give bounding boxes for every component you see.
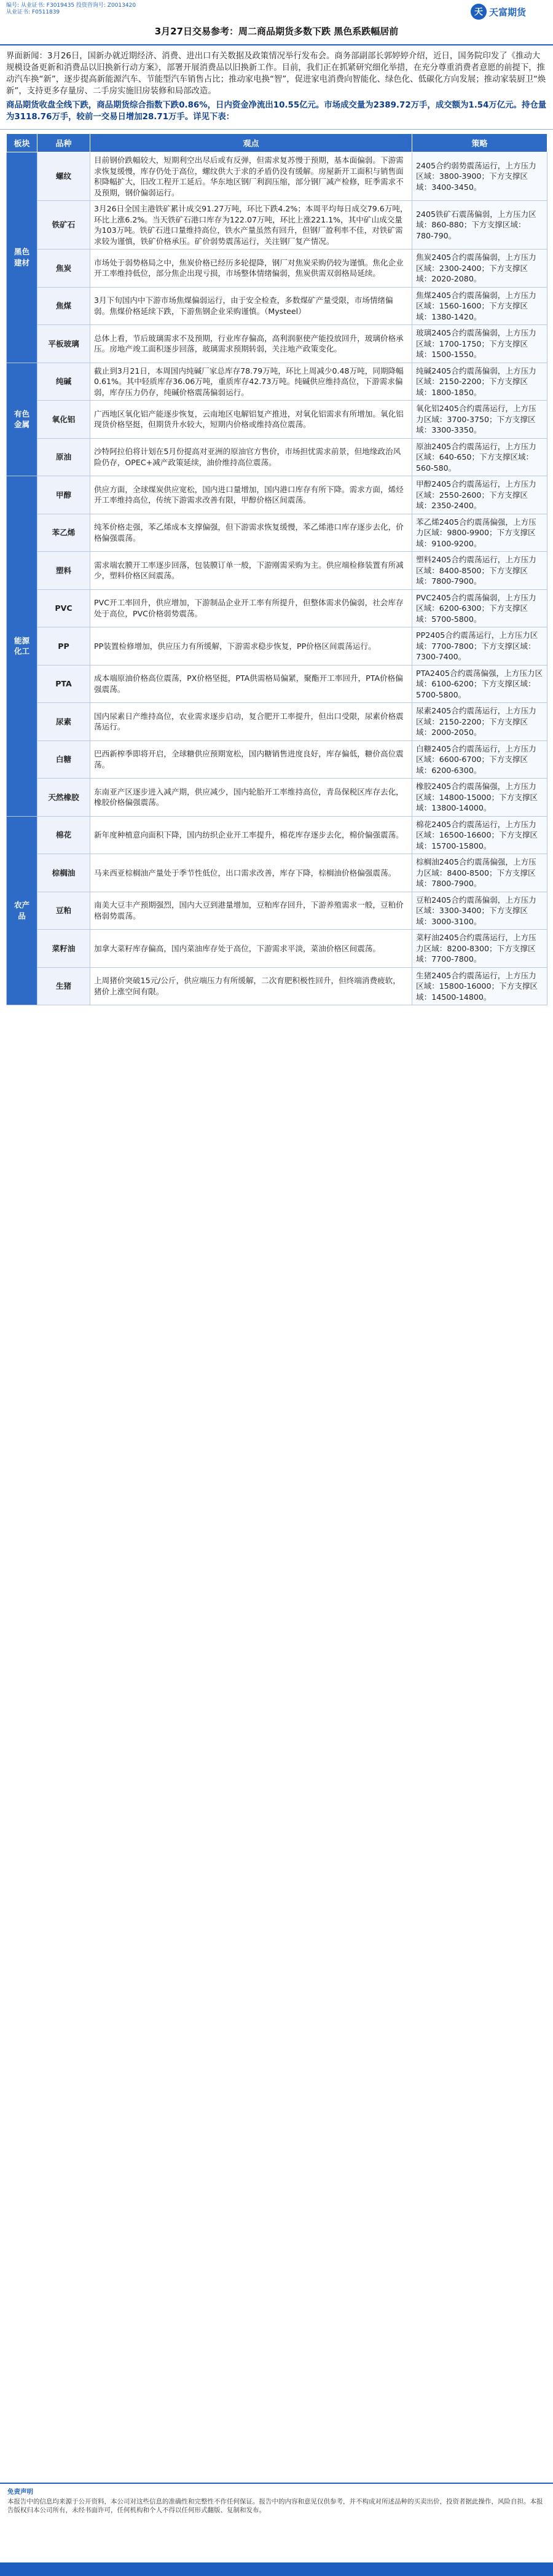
table-row (7, 703, 547, 741)
table-row (7, 740, 547, 779)
variety-cell: 豆粕 (37, 892, 90, 930)
strategy-cell: 玻璃2405合约震荡偏弱，上方压力区域：1700-1750；下方支撑区域：1500-1550。 (412, 325, 547, 363)
disclaimer (0, 2483, 553, 2518)
view-cell: 成本端原油价格高位震荡，PX价格坚挺，PTA供需格局偏紧，聚酯开工率回升，PTA价格偏强震荡。 (90, 665, 412, 703)
approval-line-1: 编号: 从业证书: F3019435 投资咨询号: Z0013420 (6, 2, 136, 9)
table-row (7, 854, 547, 892)
variety-cell: 螺纹 (37, 152, 90, 201)
table-row (7, 201, 547, 249)
table-row (7, 816, 547, 854)
table-row (7, 967, 547, 1005)
view-cell: 新年度种植意向面积下降，国内纺织企业开工率提升，棉花库存逐步去化，棉价偏强震荡。 (90, 816, 412, 854)
strategy-cell: PTA2405合约震荡偏强，上方压力区域：6100-6200；下方支撑区域：5700-5800。 (412, 665, 547, 703)
strategy-cell: 塑料2405合约震荡运行，上方压力区域：8400-8500；下方支撑区域：7800-7900。 (412, 552, 547, 590)
view-cell: 需求端农膜开工率逐步回落，包装膜订单一般，下游刚需采购为主。供应端检修装置有所减少，塑料价格区间震荡。 (90, 552, 412, 590)
brand-logo (471, 2, 544, 21)
table-row (7, 152, 547, 201)
header-variety: 品种 (37, 134, 90, 152)
strategy-cell: 尿素2405合约震荡运行，上方压力区域：2150-2200；下方支撑区域：2000-2050。 (412, 703, 547, 741)
view-cell: 巴西新榨季即将开启，全球糖供应预期宽松，国内糖销售进度良好，库存偏低，糖价高位震荡。 (90, 740, 412, 779)
table-row (7, 514, 547, 552)
variety-cell: 棕榈油 (37, 854, 90, 892)
view-cell: 供应方面，全球煤炭供应宽松，国内进口量增加，国内港口库存有所下降。需求方面，烯烃开工率维持高位，传统下游需求改善有限，甲醇价格区间震荡。 (90, 476, 412, 514)
variety-cell: PTA (37, 665, 90, 703)
variety-cell: 纯碱 (37, 363, 90, 401)
strategy-cell: 甲醇2405合约震荡运行，上方压力区域：2550-2600；下方支撑区域：2350-2400。 (412, 476, 547, 514)
strategy-cell: 焦炭2405合约震荡偏弱，上方压力区域：2300-2400；下方支撑区域：2020-2080。 (412, 249, 547, 288)
sector-cell: 有色金属 (7, 363, 37, 476)
strategy-table (6, 133, 547, 1005)
footer-bar (0, 2562, 553, 2576)
strategy-cell: 2405铁矿石震荡偏弱，上方压力区域：860-880；下方支撑区域：780-790。 (412, 201, 547, 249)
table-row (7, 665, 547, 703)
sector-cell: 黑色建材 (7, 152, 37, 363)
variety-cell: 铁矿石 (37, 201, 90, 249)
variety-cell: 焦炭 (37, 249, 90, 288)
strategy-cell: 棉花2405合约震荡运行，上方压力区域：16500-16600；下方支撑区域：15700-15800。 (412, 816, 547, 854)
header-strategy: 策略 (412, 134, 547, 152)
view-cell: 纯苯价格走强，苯乙烯成本支撑偏强，但下游需求恢复缓慢，苯乙烯港口库存逐步去化，价格偏强震荡。 (90, 514, 412, 552)
header-view: 观点 (90, 134, 412, 152)
variety-cell: 白糖 (37, 740, 90, 779)
variety-cell: PVC (37, 589, 90, 627)
strategy-cell: 橡胶2405合约震荡偏强，上方压力区域：14800-15000；下方支撑区域：13800-14000。 (412, 779, 547, 817)
view-cell: 广西地区氧化铝产能逐步恢复，云南地区电解铝复产推进，对氧化铝需求有所增加。氧化铝现货价格坚挺，但期货升水较大，短期内价格或维持高位震荡。 (90, 401, 412, 439)
table-row (7, 779, 547, 817)
view-cell: 东南亚产区逐步进入减产期，供应减少，国内轮胎开工率维持高位，青岛保税区库存去化，橡胶价格偏强震荡。 (90, 779, 412, 817)
intro-paragraph: 界面新闻：3月26日，国新办就近期经济、消费、进出口有关数据及政策情况举行发布会。商务部副部长郭婷婷介绍，近日，国务院印发了《推动大规模设备更新和消费品以旧换新行动方案》，部署开展消费品以旧换新工作。目前，我们正在抓紧研究细化举措，在充分尊重消费者意愿的前提下，推动汽车换“新”，逐步提高新能源汽车、节能型汽车销售占比；推动家电换“智”，促进家电消费向智能化、绿色化、低碳化方向发展；推动家装厨卫“焕新”，支持更多存量房、二手房实施旧房装修和局部改造。 (6, 52, 546, 96)
view-cell: 目前钢价跌幅较大，短期利空出尽后或有反弹，但需求复苏慢于预期，基本面偏弱。下游需求恢复缓慢，库存仍处于高位，螺纹供大于求的矛盾仍没有缓解。房屋新开工面积与销售面积降幅扩大，旧改工程开工延后。华东地区钢厂利润压缩，部分钢厂减产检修，旺季需求不及预期，钢价偏弱运行。 (90, 152, 412, 201)
variety-cell: 棉花 (37, 816, 90, 854)
strategy-cell: 生猪2405合约震荡运行，上方压力区域：15800-16000；下方支撑区域：14500-14800。 (412, 967, 547, 1005)
sector-cell: 农产品 (7, 816, 37, 1005)
view-cell: 市场处于弱势格局之中，焦炭价格已经历多轮提降，钢厂对焦炭采购仍较为谨慎。焦化企业开工率维持低位，部分焦企出现亏损，市场整体情绪偏弱，焦炭供需双弱格局延续。 (90, 249, 412, 288)
strategy-cell: PP2405合约震荡运行，上方压力区域：7700-7800；下方支撑区域：7300-7400。 (412, 627, 547, 666)
table-row (7, 627, 547, 666)
table-row (7, 438, 547, 476)
view-cell: 3月26日全国主港铁矿累计成交91.27万吨，环比下跌4.2%；本周平均每日成交79.6万吨，环比上涨6.2%。当天铁矿石港口库存为122.07万吨，环比上涨221.1%，其中矿山成交量为103万吨。铁矿石进口量维持高位，铁水产量虽然有回升，但钢厂盈利率不佳，对铁矿需求较为谨慎，铁矿价格承压。矿价弱势震荡运行，关注钢厂复产情况。 (90, 201, 412, 249)
market-summary: 商品期货收盘全线下跌，商品期货综合指数下跌0.86%，日内资金净流出10.55亿元。市场成交量为2389.72万手，成交额为1.54万亿元。持仓量为3118.76万手，较前一交易日增加28.71万手。详见下表： (6, 101, 547, 122)
strategy-cell: 氧化铝2405合约震荡运行，上方压力区域：3700-3750；下方支撑区域：3300-3350。 (412, 401, 547, 439)
view-cell: PVC开工率回升，供应增加，下游制品企业开工率有所提升，但整体需求仍偏弱，社会库存处于高位，PVC价格弱势震荡。 (90, 589, 412, 627)
disclaimer-heading: 免责声明 (7, 2488, 33, 2496)
strategy-cell: 2405合约弱势震荡运行，上方压力区域：3800-3900；下方支撑区域：3400-3450。 (412, 152, 547, 201)
table-row (7, 287, 547, 325)
logo-icon: 天 (471, 4, 487, 20)
view-cell: 沙特阿拉伯将计划在5月份提高对亚洲的原油官方售价，市场担忧需求前景，但地缘政治风险仍存，OPEC+减产政策延续，油价维持高位震荡。 (90, 438, 412, 476)
strategy-cell: 菜籽油2405合约震荡运行，上方压力区域：8200-8300；下方支撑区域：7700-7800。 (412, 930, 547, 968)
view-cell: 上周猪价突破15元/公斤，供应端压力有所缓解，二次育肥积极性回升，但终端消费疲软，猪价上涨空间有限。 (90, 967, 412, 1005)
variety-cell: 焦煤 (37, 287, 90, 325)
variety-cell: 苯乙烯 (37, 514, 90, 552)
strategy-cell: 白糖2405合约震荡运行，上方压力区域：6600-6700；下方支撑区域：6200-6300。 (412, 740, 547, 779)
sector-cell: 能源化工 (7, 476, 37, 817)
variety-cell: 尿素 (37, 703, 90, 741)
table-row (7, 476, 547, 514)
table-row (7, 325, 547, 363)
strategy-cell: 苯乙烯2405合约震荡偏强，上方压力区域：9800-9900；下方支撑区域：9100-9200。 (412, 514, 547, 552)
view-cell: 3月下旬国内中下游市场焦煤偏弱运行，由于安全检查，多数煤矿产量受限，市场情绪偏弱。焦煤价格延续下跌，下游焦钢企业采购谨慎。（Mysteel） (90, 287, 412, 325)
strategy-cell: 豆粕2405合约震荡偏弱，上方压力区域：3300-3400；下方支撑区域：3000-3100。 (412, 892, 547, 930)
view-cell: 截止到3月21日，本周国内纯碱厂家总库存78.79万吨，环比上周减少0.48万吨，同期降幅0.61%。其中轻质库存36.06万吨，重质库存42.73万吨。纯碱供应维持高位，下游需求偏弱，库存压力仍存，纯碱价格震荡偏弱运行。 (90, 363, 412, 401)
table-row (7, 892, 547, 930)
variety-cell: 菜籽油 (37, 930, 90, 968)
strategy-cell: 焦煤2405合约震荡偏弱，上方压力区域：1560-1600；下方支撑区域：1380-1420。 (412, 287, 547, 325)
page-title: 3月27日交易参考：周二商品期货多数下跌 黑色系跌幅居前 (154, 26, 399, 37)
variety-cell: 原油 (37, 438, 90, 476)
view-cell: PP装置检修增加，供应压力有所缓解，下游需求稳步恢复，PP价格区间震荡运行。 (90, 627, 412, 666)
page-header (0, 0, 553, 45)
table-row (7, 363, 547, 401)
variety-cell: 塑料 (37, 552, 90, 590)
strategy-cell: 纯碱2405合约震荡偏弱，上方压力区域：2150-2200；下方支撑区域：1800-1850。 (412, 363, 547, 401)
strategy-cell: 棕榈油2405合约震荡偏强，上方压力区域：8400-8500；下方支撑区域：7800-7900。 (412, 854, 547, 892)
variety-cell: 生猪 (37, 967, 90, 1005)
variety-cell: 甲醇 (37, 476, 90, 514)
table-row (7, 589, 547, 627)
view-cell: 加拿大菜籽库存偏高，国内菜油库存处于高位，下游需求平淡，菜油价格区间震荡。 (90, 930, 412, 968)
disclaimer-text: 本报告中的信息均来源于公开资料，本公司对这些信息的准确性和完整性不作任何保证。报告中的内容和意见仅供参考，并不构成对所述品种的买卖出价，投资者据此操作，风险自担。本报告版权归本公司所有，未经书面许可，任何机构和个人不得以任何形式翻版、复制和发布。 (7, 2498, 543, 2514)
variety-cell: PP (37, 627, 90, 666)
view-cell: 国内尿素日产维持高位，农业需求逐步启动，复合肥开工率提升，但出口受限，尿素价格震荡运行。 (90, 703, 412, 741)
view-cell: 南美大豆丰产预期强烈，国内大豆到港量增加，豆粕库存回升，下游养殖需求一般，豆粕价格弱势震荡。 (90, 892, 412, 930)
view-cell: 总体上看，节后玻璃需求不及预期，行业库存偏高，高利润驱使产能投放回升，玻璃价格承压。房地产竣工面积逐步回落，玻璃需求预期转弱，关注地产政策变化。 (90, 325, 412, 363)
logo-text: 天富期货 (489, 6, 527, 18)
table-row (7, 249, 547, 288)
approval-info (0, 0, 553, 21)
table-row (7, 930, 547, 968)
strategy-cell: PVC2405合约震荡偏弱，上方压力区域：6200-6300；下方支撑区域：5700-5800。 (412, 589, 547, 627)
variety-cell: 天然橡胶 (37, 779, 90, 817)
variety-cell: 平板玻璃 (37, 325, 90, 363)
table-header-row (7, 134, 547, 152)
table-row (7, 552, 547, 590)
strategy-cell: 原油2405合约震荡运行，上方压力区域：640-650；下方支撑区域：560-580。 (412, 438, 547, 476)
approval-line-2: 从业证书: F0511839 (6, 9, 60, 15)
view-cell: 马来西亚棕榈油产量处于季节性低位，出口需求改善，库存下降，棕榈油价格偏强震荡。 (90, 854, 412, 892)
table-body (7, 152, 547, 1005)
header-sector: 板块 (7, 134, 37, 152)
intro-section (0, 45, 553, 130)
variety-cell: 氧化铝 (37, 401, 90, 439)
table-row (7, 401, 547, 439)
